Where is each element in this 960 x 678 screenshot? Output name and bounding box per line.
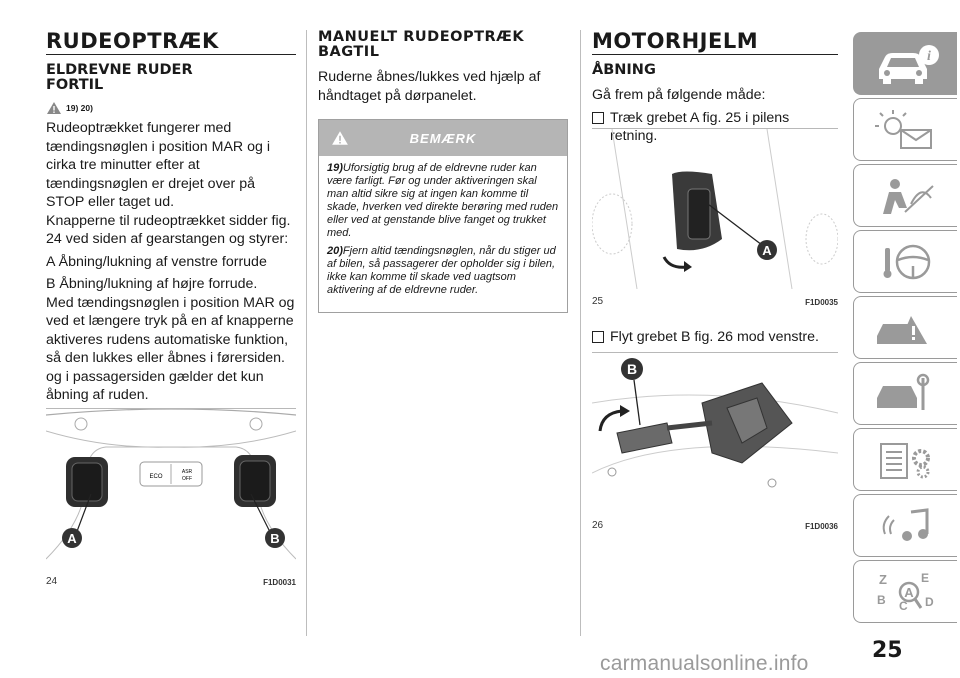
warning-note-body xyxy=(319,156,567,312)
column-manuelt-rudeoptraek xyxy=(318,30,568,313)
list-item: A Åbning/lukning af venstre forrude xyxy=(46,253,267,270)
multimedia-icon xyxy=(871,504,941,548)
column-divider xyxy=(306,30,307,636)
figure-code: F1D0036 xyxy=(805,522,838,531)
step-item xyxy=(592,328,838,346)
note-text: Uforsigtig brug af de eldrevne ruder kan være farligt. Før og under aktiveringen skal man altid sikre sig at ingen kan komme til skade, hverken ved direkte berøring med ruden eller ved at genstande blive fanget og trukket med. xyxy=(327,162,559,239)
list-item: B Åbning/lukning af højre forrude. xyxy=(46,276,258,292)
asr-button-label-off: OFF xyxy=(182,476,192,482)
figure-code: F1D0035 xyxy=(805,298,838,307)
warning-icon xyxy=(46,101,62,115)
note-item xyxy=(327,162,559,240)
subsection-title-line2: FORTIL xyxy=(46,77,104,93)
checkbox-icon xyxy=(592,331,604,343)
subsection-title-line1: ELDREVNE RUDER xyxy=(46,62,193,78)
section-title-line1: MANUELT RUDEOPTRÆK xyxy=(318,29,525,45)
note-text: Fjern altid tændingsnøglen, når du stiger ud af bilen, så passagerer der opholder sig i bilen, ikke kan komme til skade ved uagtsom aktivering af de eldrevne ruder. xyxy=(327,245,556,296)
tab-starting-driving[interactable] xyxy=(853,230,957,293)
figure-26 xyxy=(592,352,838,531)
note-number: 20) xyxy=(327,245,343,257)
paragraph: Knapperne til rudeoptrækket sidder fig. 24 ved siden af gearstangen og styrer: xyxy=(46,212,291,247)
technical-data-icon xyxy=(871,438,941,482)
section-title: MOTORHJELM xyxy=(592,30,838,55)
callout-a: A xyxy=(762,243,772,258)
watermark: carmanualsonline.info xyxy=(600,652,809,675)
reference-numbers: 19) 20) xyxy=(66,103,93,113)
figure-number: 26 xyxy=(592,520,604,531)
warning-note-header xyxy=(319,120,567,156)
figure-caption xyxy=(46,576,296,587)
paragraph: Rudeoptrækket fungerer med tændingsnøglen i position MAR og i cirka tre minutter efter at tændingsnøglen er drejet over på STOP eller taget ud. xyxy=(46,120,270,210)
emergency-car-icon xyxy=(871,306,941,350)
paragraph: Med tændingsnøglen i position MAR og ved et længere tryk på en af knapperne aktiveres rudens automatiske funktion, så den lukkes eller åbnes i førersiden. xyxy=(46,294,295,366)
callout-a: A xyxy=(67,531,77,546)
callout-b: B xyxy=(270,531,280,546)
figure-25 xyxy=(592,128,838,307)
callout-b: B xyxy=(626,361,638,377)
subsection-title: ÅBNING xyxy=(592,62,656,78)
steering-wheel-icon xyxy=(871,240,941,284)
svg-text:D: D xyxy=(924,594,934,609)
hood-lever-a-illustration xyxy=(592,129,838,289)
svg-text:C: C xyxy=(898,598,908,613)
svg-text:E: E xyxy=(920,570,929,585)
tab-safety[interactable] xyxy=(853,164,957,227)
note-number: 19) xyxy=(327,162,343,174)
figure-caption xyxy=(592,520,838,531)
step-text: Træk grebet A fig. 25 i pilens retning. xyxy=(610,109,790,144)
window-switches-illustration xyxy=(46,409,296,569)
figure-24 xyxy=(46,408,296,587)
warning-lights-icon xyxy=(871,108,941,152)
asr-button-label: ASR xyxy=(181,469,193,475)
warning-icon xyxy=(331,130,349,146)
column-divider xyxy=(580,30,581,636)
figure-caption xyxy=(592,296,838,307)
paragraph: og i passagersiden gælder det kun åbning af ruden. xyxy=(46,368,264,403)
warning-reference xyxy=(46,101,296,115)
tab-multimedia[interactable] xyxy=(853,494,957,557)
warning-note xyxy=(318,119,568,313)
safety-airbag-icon xyxy=(871,174,941,218)
section-title-line2: BAGTIL xyxy=(318,44,380,60)
svg-text:i: i xyxy=(926,48,931,64)
figure-code: F1D0031 xyxy=(263,578,296,587)
figure-number: 24 xyxy=(46,576,58,587)
hood-lever-b-illustration xyxy=(592,353,838,513)
car-info-icon xyxy=(871,43,941,85)
section-title xyxy=(318,30,568,60)
svg-text:B: B xyxy=(876,592,886,607)
svg-text:Z: Z xyxy=(878,571,887,587)
paragraph: Ruderne åbnes/lukkes ved hjælp af håndtaget på dørpanelet. xyxy=(318,69,541,104)
note-item xyxy=(327,245,559,297)
index-search-icon xyxy=(871,568,941,616)
tab-knowing-your-car[interactable] xyxy=(853,32,957,95)
eco-button-label: ECO xyxy=(149,474,163,480)
svg-text:A: A xyxy=(903,584,914,600)
warning-note-title: BEMÆRK xyxy=(409,130,477,146)
paragraph: Gå frem på følgende måde: xyxy=(592,87,766,103)
column-rudeoptraek xyxy=(46,30,296,405)
car-maintenance-icon xyxy=(871,372,941,416)
subsection-title xyxy=(46,63,296,93)
tab-emergency[interactable] xyxy=(853,296,957,359)
step-text: Flyt grebet B fig. 26 mod venstre. xyxy=(610,329,819,345)
tab-index[interactable] xyxy=(853,560,957,623)
section-title: RUDEOPTRÆK xyxy=(46,30,296,55)
tab-technical-data[interactable] xyxy=(853,428,957,491)
tab-maintenance[interactable] xyxy=(853,362,957,425)
figure-number: 25 xyxy=(592,296,604,307)
checkbox-icon xyxy=(592,112,604,124)
tab-warning-lights[interactable] xyxy=(853,98,957,161)
page-number: 25 xyxy=(872,638,903,663)
